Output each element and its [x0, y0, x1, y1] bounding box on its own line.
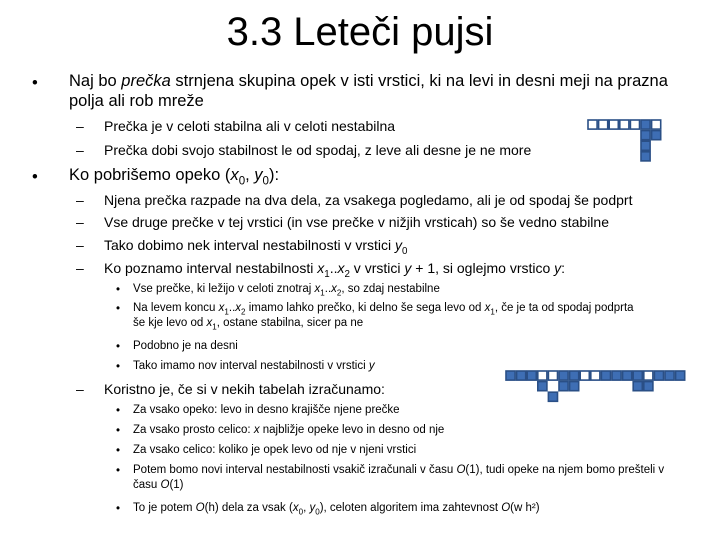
brick-cell	[641, 131, 650, 140]
brick-cell	[641, 120, 650, 129]
empty-cell	[620, 120, 629, 129]
brick-grid-diagram-2	[505, 370, 695, 420]
brick-cell	[633, 371, 642, 380]
item-1: Naj bo prečka strnjena skupina opek v isti vrstici, ki na levi in desni meji na prazna polja ali rob mreže	[69, 72, 668, 110]
bullet: •	[116, 425, 121, 437]
detail-4: Tako imamo nov interval nestabilnosti v vrstici y	[133, 360, 375, 372]
sub-item-2a: Njena prečka razpade na dva dela, za vsakega pogledamo, ali je od spodaj še podprt	[104, 192, 633, 208]
dash: –	[76, 237, 84, 253]
bullet: •	[116, 341, 121, 353]
item-2: Ko pobrišemo opeko ($x_0$, $y_0$):	[69, 166, 280, 188]
sub-item-2b: Vse druge prečke v tej vrstici (in vse prečke v nižjih vrsticah) so še vedno stabilne	[104, 214, 609, 230]
useful-4: Potem bomo novi interval nestabilnosti vsakič izračunali v času O(1), tudi opeke na njem bomo prešteli v času O(1)	[133, 464, 665, 491]
sub-item-2d: Ko poznamo interval nestabilnosti $x_1..x_2$ v vrstici y + 1, si oglejmo vrstico y:	[104, 260, 566, 280]
brick-cell	[623, 371, 632, 380]
bullet: •	[116, 303, 121, 315]
empty-cell	[538, 371, 547, 380]
brick-cell	[601, 371, 610, 380]
brick-grid-diagram-1	[587, 119, 667, 179]
brick-cell	[517, 371, 526, 380]
brick-cell	[612, 371, 621, 380]
brick-cell	[641, 141, 650, 150]
brick-cell	[559, 371, 568, 380]
useful-3: Za vsako celico: koliko je opek levo od nje v njeni vrstici	[133, 444, 417, 456]
useful-1: Za vsako opeko: levo in desno krajišče njene prečke	[133, 404, 400, 416]
detail-2: Na levem koncu $x_1..x_2$ imamo lahko prečko, ki delno še sega levo od $x_1$, če je ta od spodaj podprta še kje levo od $x_1$, ostane stabilna, sicer pa ne	[133, 302, 634, 332]
bullet: •	[116, 405, 121, 417]
bullet: •	[116, 361, 121, 373]
brick-cell	[641, 152, 650, 161]
slide-title: 3.3 Leteči pujsi	[226, 10, 494, 54]
brick-cell	[548, 392, 557, 401]
useful-2: Za vsako prosto celico: x najbližje opeke levo in desno od nje	[133, 424, 445, 436]
brick-cell	[538, 382, 547, 391]
brick-cell	[570, 371, 579, 380]
dash: –	[76, 381, 84, 397]
brick-cell	[527, 371, 536, 380]
bullet: •	[116, 284, 121, 296]
empty-cell	[591, 371, 600, 380]
brick-cell	[506, 371, 515, 380]
empty-cell	[548, 371, 557, 380]
dash: –	[76, 214, 84, 230]
bullet: •	[116, 445, 121, 457]
sub-item-3: Koristno je, če si v nekih tabelah izračunamo:	[104, 381, 385, 397]
empty-cell	[599, 120, 608, 129]
brick-cell	[676, 371, 685, 380]
empty-cell	[588, 120, 597, 129]
brick-cell	[559, 382, 568, 391]
empty-cell	[609, 120, 618, 129]
sub-item-1b: Prečka dobi svojo stabilnost le od spodaj, z leve ali desne je ne more	[104, 142, 532, 158]
bullet: •	[116, 465, 121, 477]
detail-1: Vse prečke, ki ležijo v celoti znotraj $x_1..x_2$, so zdaj nestabilne	[133, 283, 440, 298]
dash: –	[76, 192, 84, 208]
empty-cell	[580, 371, 589, 380]
sub-item-1a: Prečka je v celoti stabilna ali v celoti nestabilna	[104, 118, 396, 134]
empty-cell	[630, 120, 639, 129]
bullet: •	[116, 503, 121, 515]
dash: –	[76, 118, 84, 134]
brick-cell	[570, 382, 579, 391]
dash: –	[76, 142, 84, 158]
brick-cell	[665, 371, 674, 380]
brick-cell	[652, 131, 661, 140]
useful-5: To je potem O(h) dela za vsak ($x_0$, $y_0$), celoten algoritem ima zahtevnost O(w h²)	[133, 502, 540, 517]
empty-cell	[652, 120, 661, 129]
dash: –	[76, 260, 84, 276]
sub-item-2c: Tako dobimo nek interval nestabilnosti v vrstici $y_0$	[104, 237, 408, 257]
detail-3: Podobno je na desni	[133, 340, 238, 352]
bullet: •	[32, 168, 38, 186]
brick-cell	[633, 382, 642, 391]
bullet: •	[32, 74, 38, 92]
brick-cell	[644, 382, 653, 391]
empty-cell	[644, 371, 653, 380]
brick-cell	[654, 371, 663, 380]
